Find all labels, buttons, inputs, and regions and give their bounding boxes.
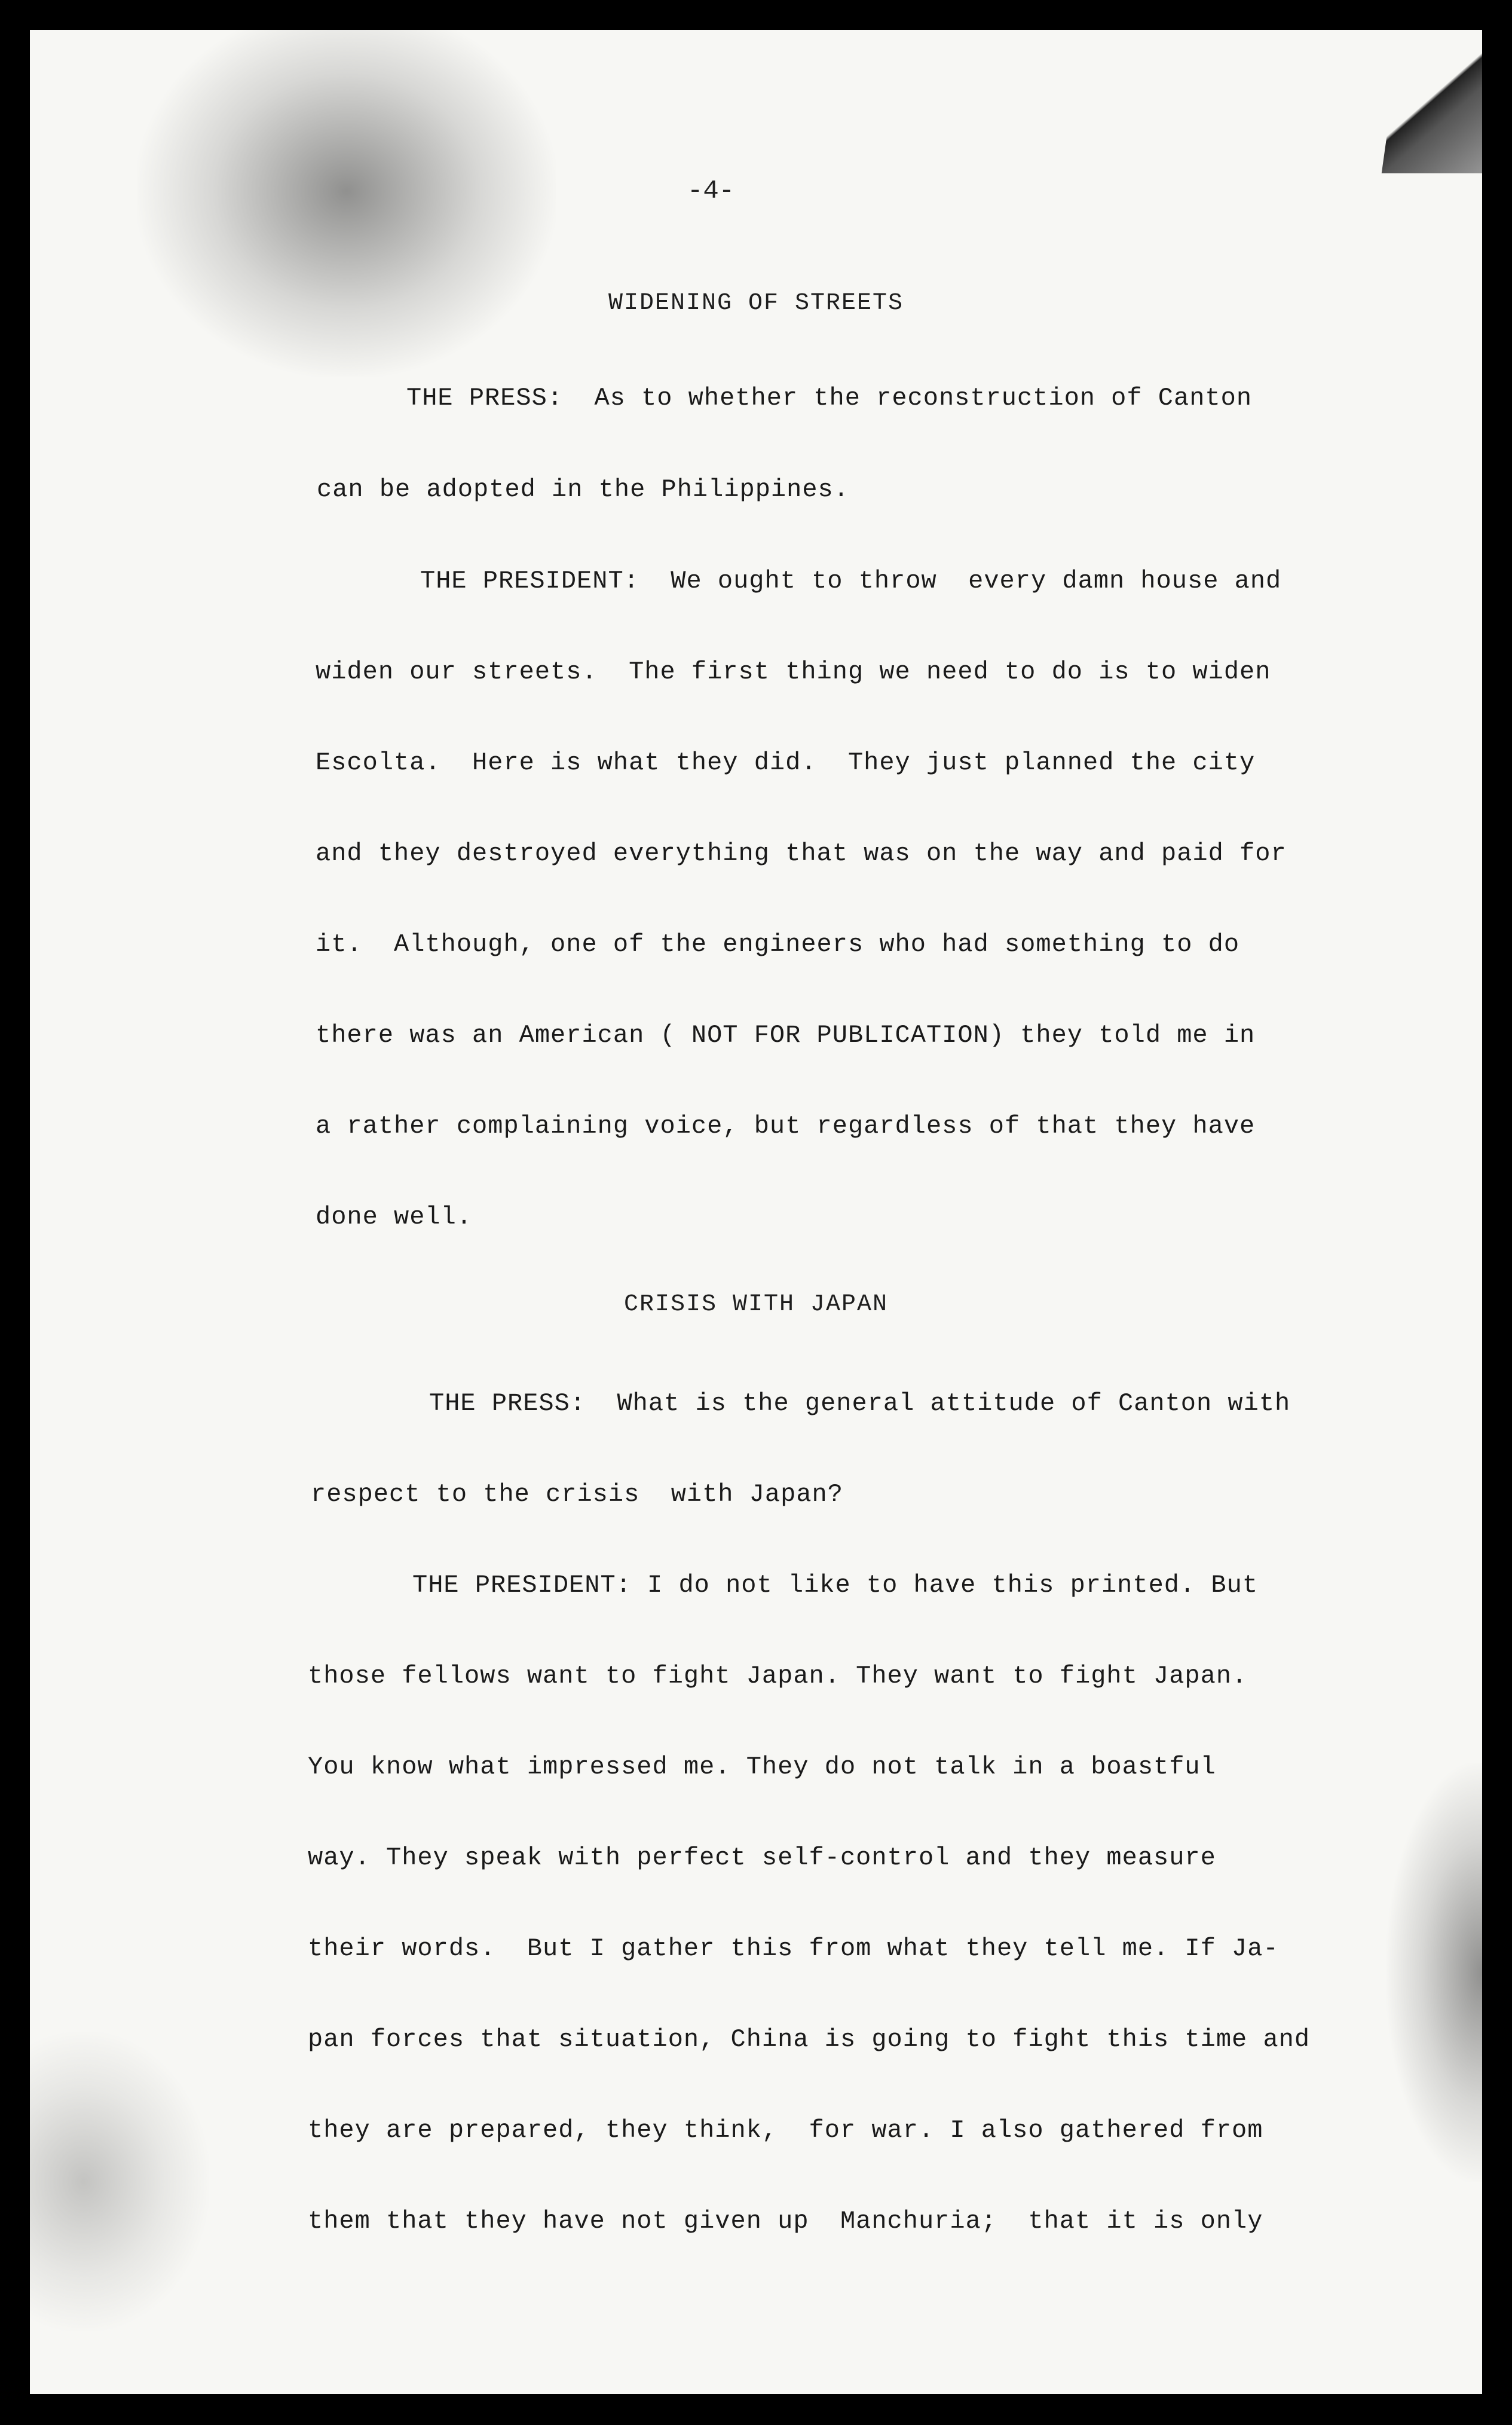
text-line: You know what impressed me. They do not talk in a boastful (308, 1753, 1216, 1781)
text-line: THE PRESIDENT: We ought to throw every damn house and (420, 567, 1282, 595)
text-line: it. Although, one of the engineers who had something to do (316, 930, 1240, 959)
text-line: THE PRESIDENT: I do not like to have this printed. But (412, 1571, 1259, 1600)
text-line: Escolta. Here is what they did. They just planned the city (316, 748, 1256, 777)
document-page (30, 30, 1482, 2394)
text-line: can be adopted in the Philippines. (317, 475, 849, 504)
heading-widening-of-streets: WIDENING OF STREETS (608, 290, 904, 317)
page-number: -4- (687, 176, 735, 206)
text-line: way. They speak with perfect self-control and they measure (308, 1843, 1216, 1872)
text-line: them that they have not given up Manchuria; that it is only (308, 2207, 1263, 2236)
text-line: THE PRESS: What is the general attitude of Canton with (429, 1389, 1291, 1418)
text-line: THE PRESS: As to whether the reconstruction of Canton (406, 384, 1253, 412)
text-line: respect to the crisis with Japan? (311, 1480, 843, 1509)
heading-crisis-with-japan: CRISIS WITH JAPAN (623, 1291, 889, 1318)
text-line: pan forces that situation, China is going to fight this time and (308, 2025, 1311, 2054)
text-line: those fellows want to fight Japan. They want to fight Japan. (308, 1662, 1248, 1690)
text-line: they are prepared, they think, for war. I also gathered from (308, 2116, 1263, 2145)
stain-top-left (137, 30, 556, 377)
text-line: there was an American ( NOT FOR PUBLICATION) they told me in (316, 1021, 1256, 1050)
text-line: a rather complaining voice, but regardless of that they have (316, 1112, 1256, 1140)
text-line: done well. (316, 1203, 473, 1231)
text-line: their words. But I gather this from what they tell me. If Ja- (308, 1934, 1279, 1963)
folded-corner (1382, 30, 1482, 173)
stain-bottom-left (30, 2032, 209, 2331)
text-line: widen our streets. The first thing we need to do is to widen (316, 658, 1271, 686)
stain-right-edge (1386, 1763, 1482, 2182)
text-line: and they destroyed everything that was on the way and paid for (316, 839, 1287, 868)
